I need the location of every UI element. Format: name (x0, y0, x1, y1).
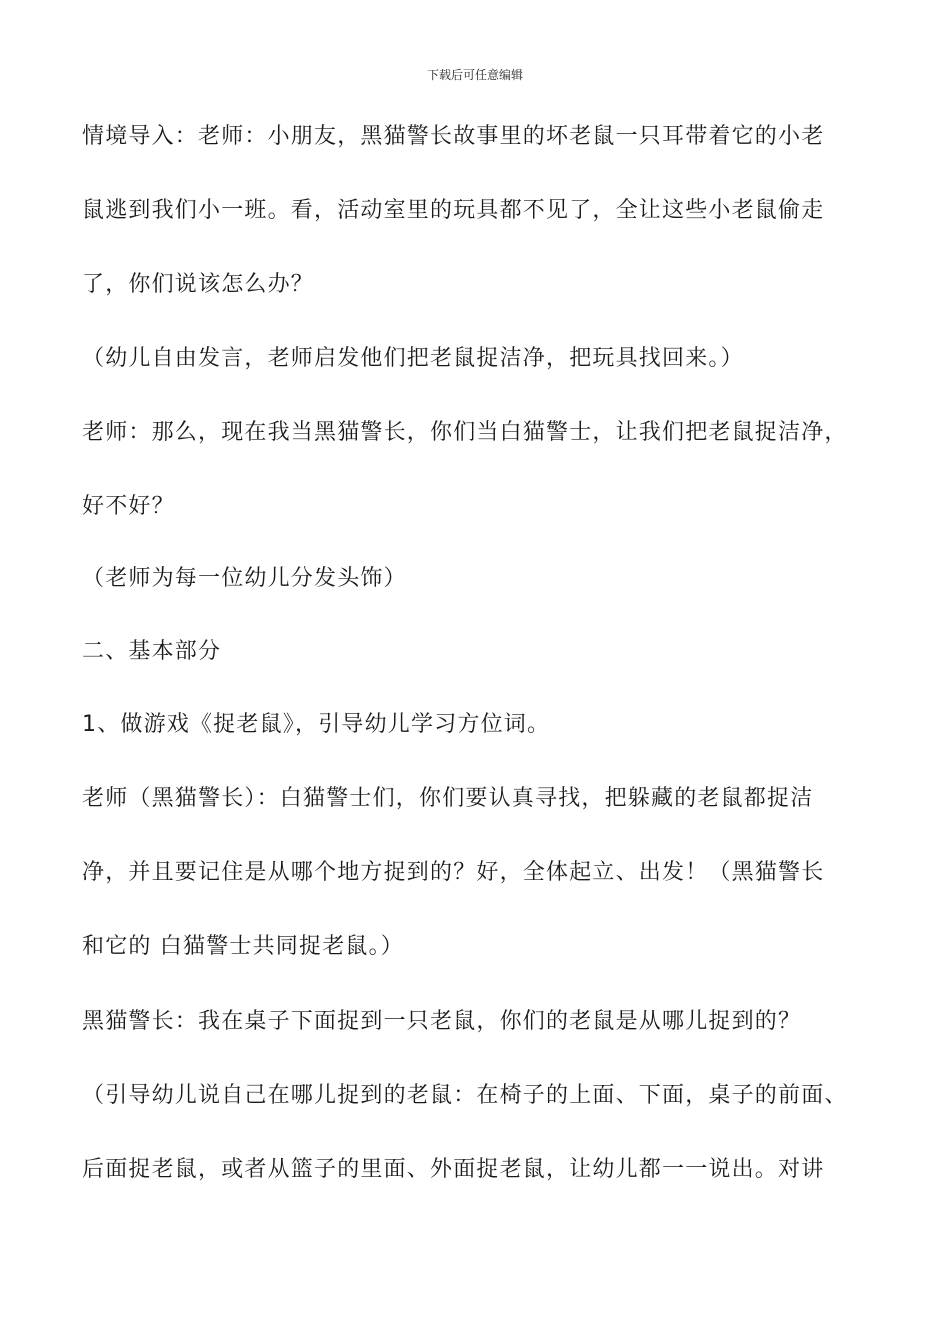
paragraph-line: 净，并且要记住是从哪个地方捉到的？好，全体起立、出发！（黑猫警长 (82, 860, 825, 885)
paragraph-line: 1、做游戏《捉老鼠》，引导幼儿学习方位词。 (82, 712, 551, 737)
paragraph-line: 了，你们说该怎么办？ (82, 272, 315, 297)
paragraph-line: （幼儿自由发言，老师启发他们把老鼠捉洁净，把玩具找回来。） (82, 346, 744, 371)
paragraph-line: （老师为每一位幼儿分发头饰） (82, 566, 407, 591)
paragraph-line: 后面捉老鼠，或者从篮子的里面、外面捉老鼠，让幼儿都一一说出。对讲 (82, 1157, 825, 1182)
paragraph-line: 和它的 白猫警士共同捉老鼠。） (82, 934, 404, 959)
paragraph-line: 情境导入：老师：小朋友，黑猫警长故事里的坏老鼠一只耳带着它的小老 (82, 124, 825, 149)
paragraph-line: 老师（黑猫警长）：白猫警士们，你们要认真寻找，把躲藏的老鼠都捉洁 (82, 786, 814, 811)
paragraph-line: 老师：那么，现在我当黑猫警长，你们当白猫警士，让我们把老鼠捉洁净， (82, 420, 848, 445)
paragraph-line: 鼠逃到我们小一班。看，活动室里的玩具都不见了，全让这些小老鼠偷走 (82, 198, 825, 223)
paragraph-line: （引导幼儿说自己在哪儿捉到的老鼠：在椅子的上面、下面，桌子的前面、 (82, 1083, 848, 1108)
paragraph-line: 好不好？ (82, 494, 175, 519)
paragraph-line: 黑猫警长：我在桌子下面捉到一只老鼠，你们的老鼠是从哪儿捉到的？ (82, 1009, 802, 1034)
header-note: 下载后可任意编辑 (426, 68, 523, 82)
section-heading: 二、基本部分 (82, 639, 222, 664)
